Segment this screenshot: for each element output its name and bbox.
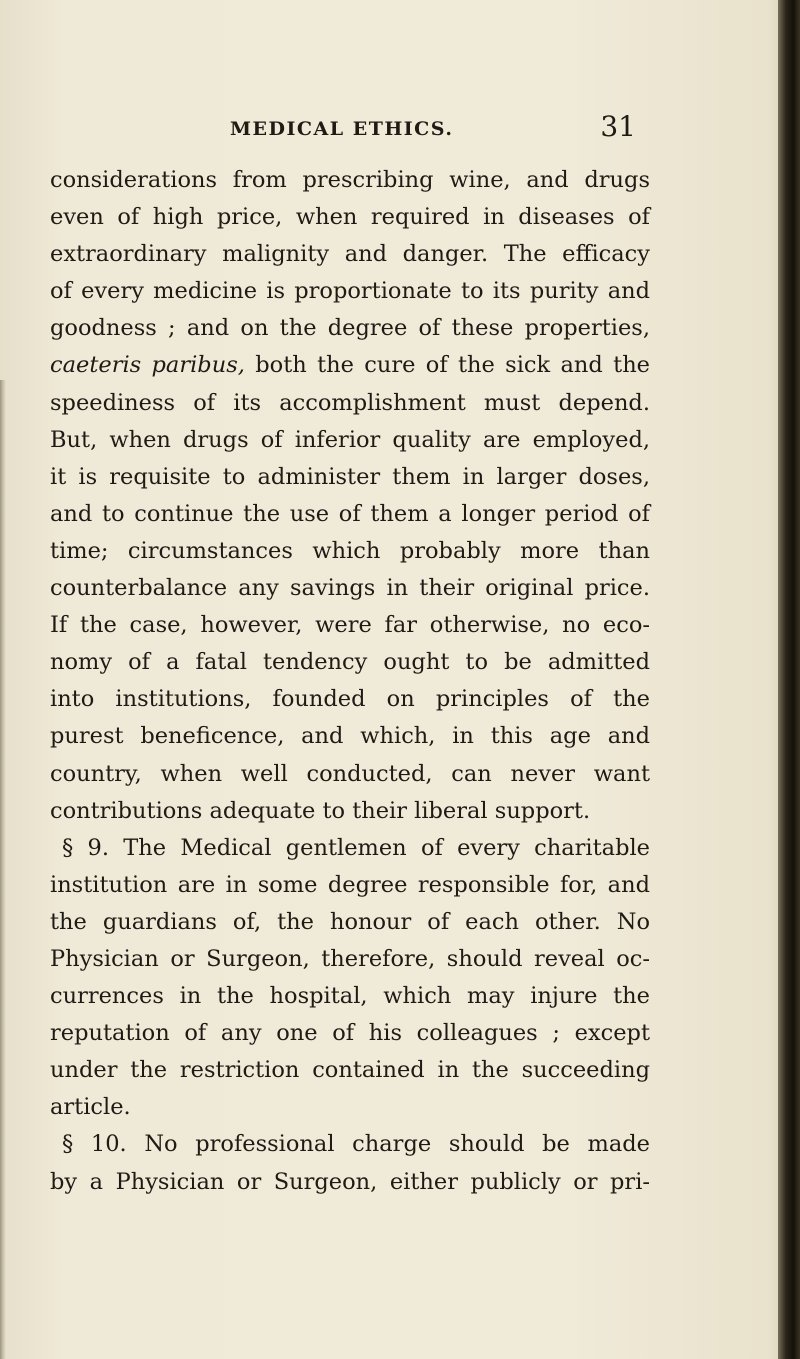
text-line: reputation of any one of his colleagues ; except	[50, 1020, 650, 1047]
text-line: extraordinary malignity and danger. The efficacy	[50, 241, 650, 268]
body-text	[50, 162, 650, 1201]
text-line: into institutions, founded on principles of the	[50, 686, 650, 713]
text-line: time; circumstances which probably more than	[50, 537, 650, 564]
running-head: MEDICAL ETHICS.	[230, 118, 454, 140]
text-line: counterbalance any savings in their original price.	[50, 575, 650, 602]
text-line: goodness ; and on the degree of these properties,	[50, 315, 650, 342]
text-line	[50, 347, 650, 384]
book-binding-edge	[778, 0, 800, 1359]
page-header	[60, 110, 640, 158]
text-line: If the case, however, were far otherwise, no eco-	[50, 612, 650, 639]
text-line: But, when drugs of inferior quality are employed,	[50, 426, 650, 453]
text-line: speediness of its accomplishment must depend.	[50, 389, 650, 416]
text-line: nomy of a fatal tendency ought to be admitted	[50, 649, 650, 676]
text-line: institution are in some degree responsible for, and	[50, 871, 650, 898]
text-line: the guardians of, the honour of each other. No	[50, 908, 650, 935]
section-9-start: § 9. The Medical gentlemen of every charitable	[62, 834, 650, 861]
text-line: by a Physician or Surgeon, either publicly or pri-	[50, 1168, 650, 1195]
text-line-rest: both the cure of the sick and the	[255, 352, 651, 379]
text-line: contributions adequate to their liberal support.	[50, 797, 591, 824]
text-line: article.	[50, 1094, 131, 1121]
italic-phrase: caeteris paribus,	[50, 352, 245, 379]
section-10-start: § 10. No professional charge should be made	[62, 1131, 650, 1158]
text-line: of every medicine is proportionate to its purity and	[50, 278, 650, 305]
text-line: it is requisite to administer them in larger doses,	[50, 463, 650, 490]
text-line: considerations from prescribing wine, and drugs	[50, 167, 650, 193]
text-line: Physician or Surgeon, therefore, should reveal oc-	[50, 945, 650, 972]
page-number: 31	[600, 110, 636, 143]
text-line: under the restriction contained in the succeeding	[50, 1057, 650, 1084]
text-line: currences in the hospital, which may injure the	[50, 983, 650, 1010]
text-line: and to continue the use of them a longer period of	[50, 500, 650, 527]
text-line: even of high price, when required in diseases of	[50, 204, 650, 231]
text-line: country, when well conducted, can never want	[50, 760, 650, 787]
text-line: purest beneficence, and which, in this age and	[50, 723, 650, 750]
page-gutter-shadow	[0, 380, 6, 1359]
